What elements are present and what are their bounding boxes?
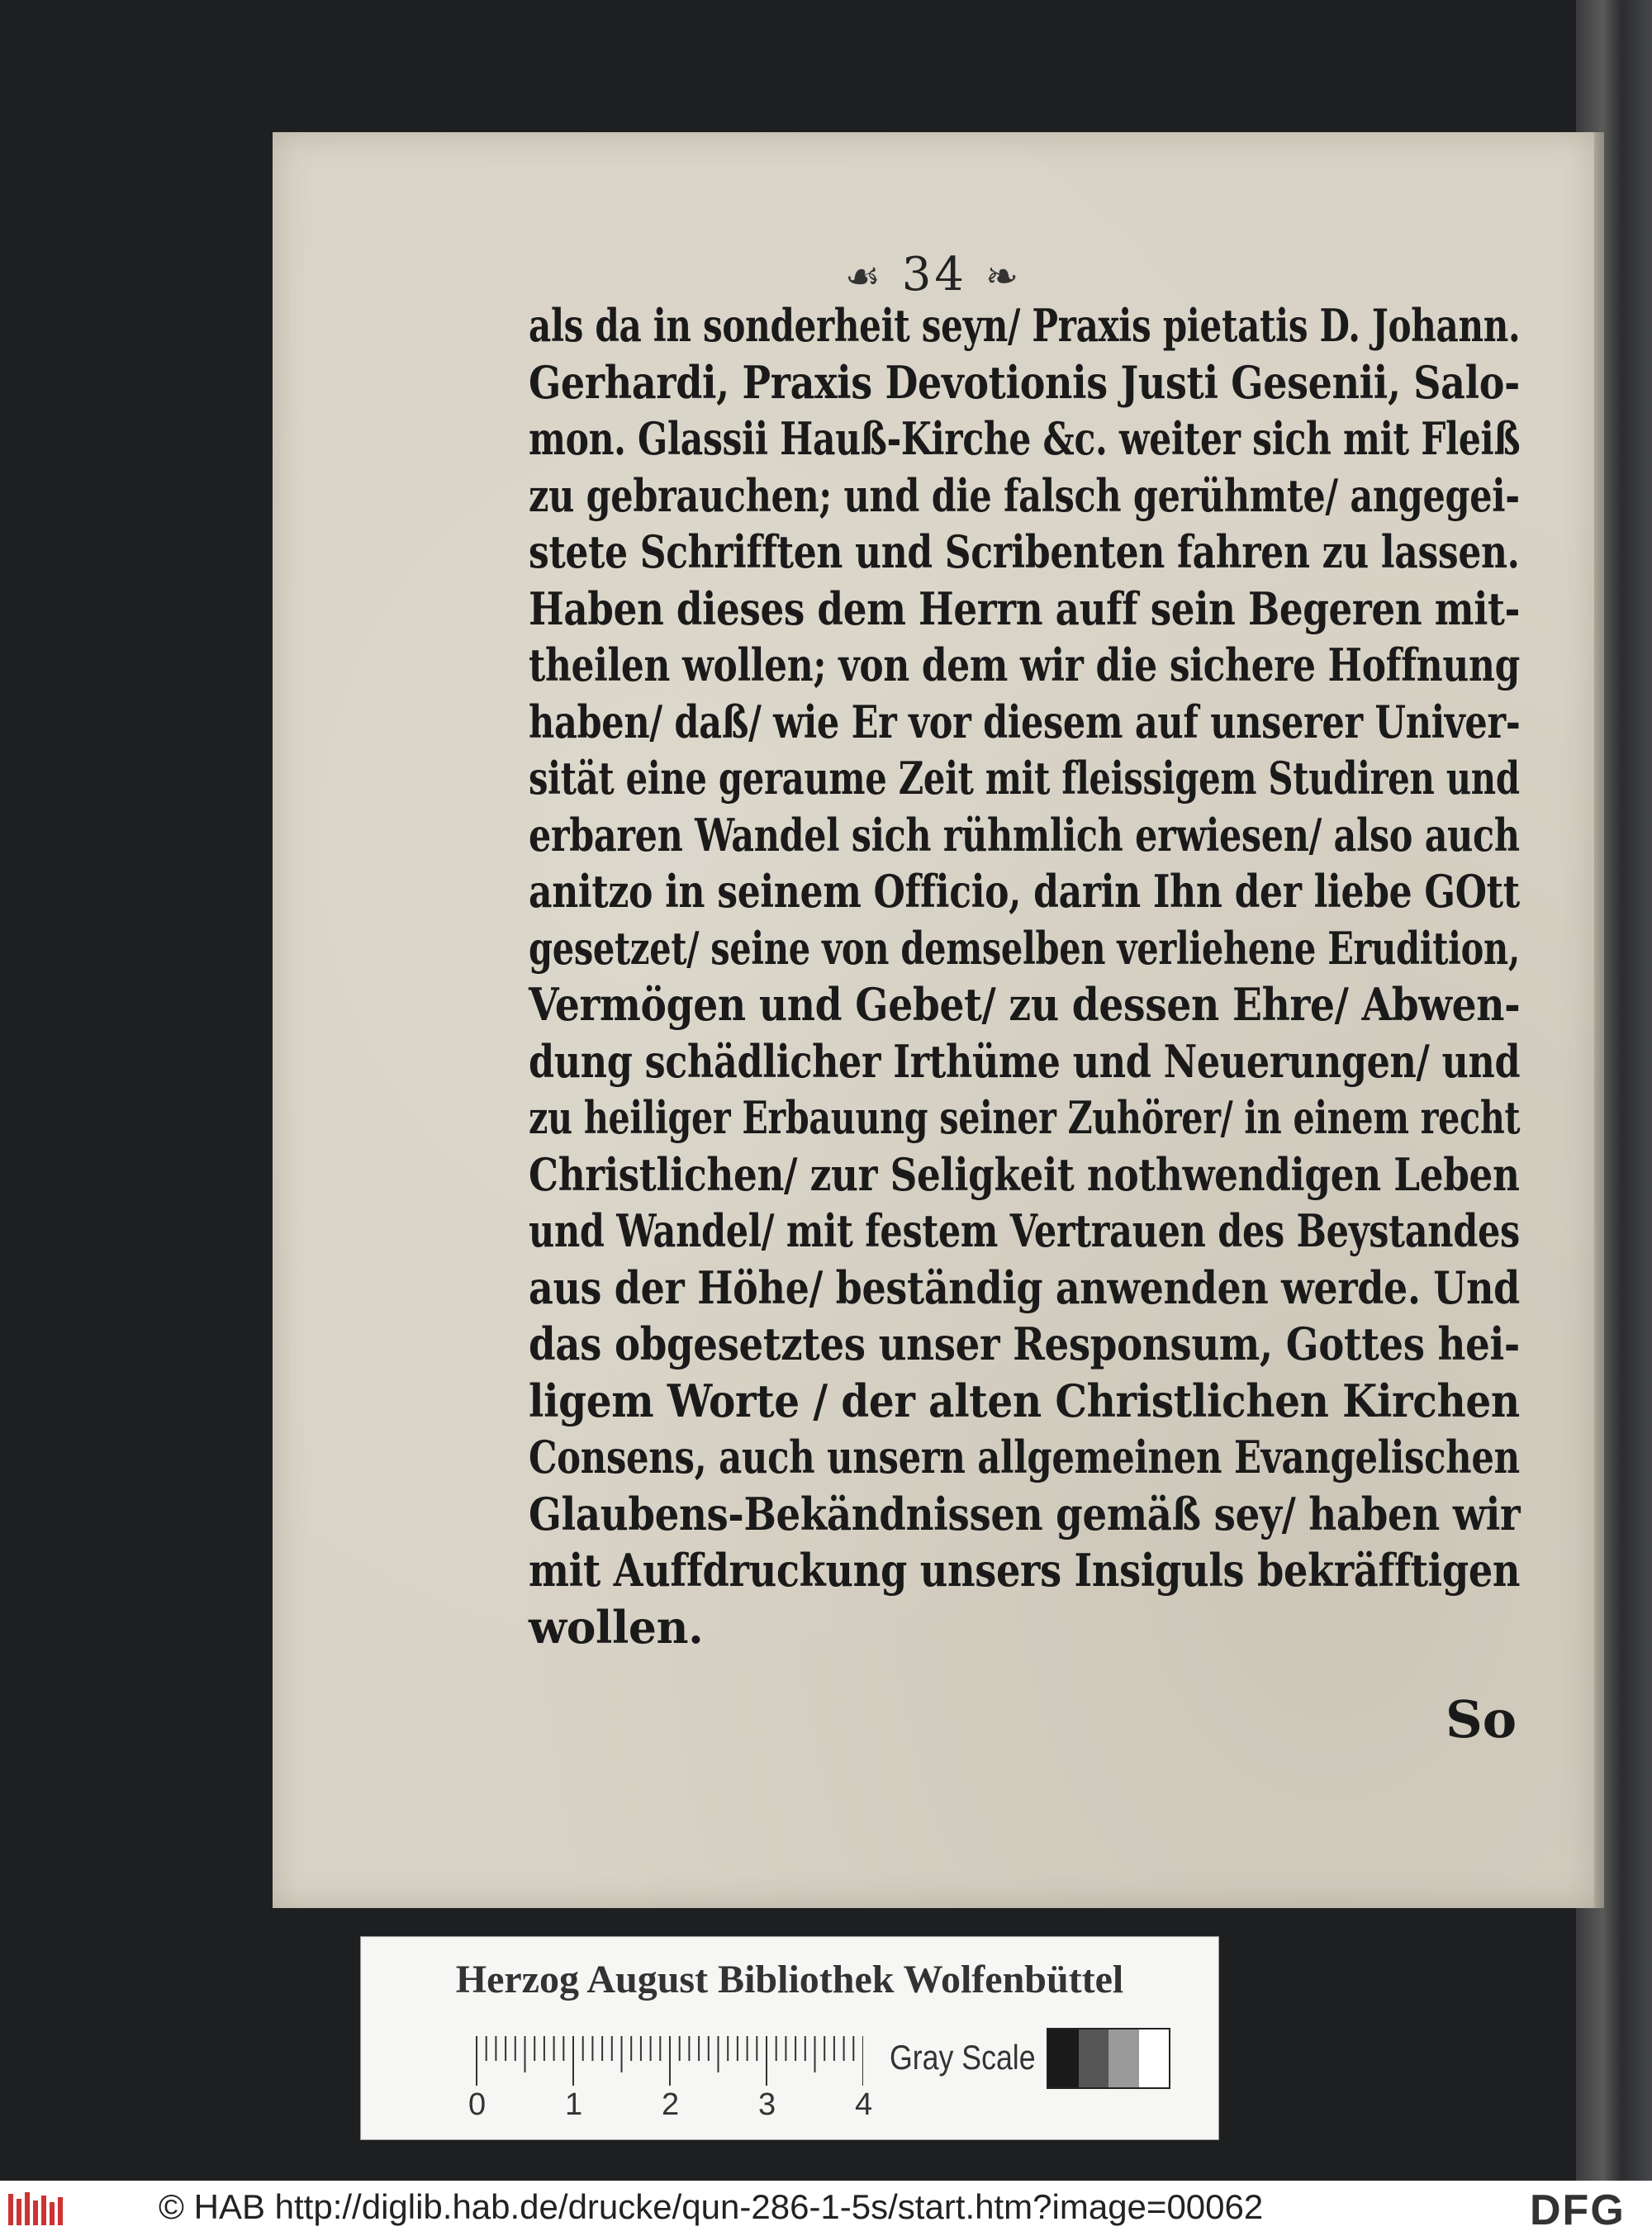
text-line: ligem Worte / der alten Christlichen Kirchen xyxy=(529,1374,1520,1427)
page-number: 34 xyxy=(901,248,968,301)
gray-swatch xyxy=(1108,2029,1139,2087)
gray-swatch xyxy=(1139,2029,1170,2087)
body-text xyxy=(529,297,1528,1655)
text-line: wollen. xyxy=(529,1600,704,1654)
text-line: zu gebrauchen; und die falsch gerühmte/ angegei- xyxy=(529,468,1520,522)
header-ornament-left-icon: ☙ xyxy=(844,254,884,300)
text-line: Consens, auch unsern allgemeinen Evangelischen xyxy=(529,1431,1520,1484)
dfg-logo: DFG xyxy=(1530,2186,1626,2234)
scale-ruler xyxy=(475,2036,863,2086)
gray-swatch xyxy=(1079,2029,1109,2087)
text-line: mon. Glassii Hauß-Kirche &c. weiter sich mit Fleiß xyxy=(529,412,1521,465)
text-line: das obgesetztes unser Responsum, Gottes hei- xyxy=(529,1317,1520,1370)
text-line: anitzo in seinem Officio, darin Ihn der liebe GOtt xyxy=(529,865,1520,918)
text-line: stete Schrifften und Scribenten fahren zu lassen. xyxy=(529,525,1520,578)
text-line: mit Auffdruckung unsers Insiguls bekräfftigen xyxy=(529,1544,1521,1597)
ruler-numbers xyxy=(468,2087,881,2129)
text-line: erbaren Wandel sich rühmlich erwiesen/ also auch xyxy=(529,808,1520,862)
text-line: sität eine geraume Zeit mit fleissigem Studiren und xyxy=(529,752,1520,805)
text-line: aus der Höhe/ beständig anwenden werde. Und xyxy=(529,1260,1520,1314)
text-line: theilen wollen; von dem wir die sichere Hoffnung xyxy=(529,639,1520,691)
library-color-card xyxy=(360,1936,1219,2140)
footer-link[interactable]: © HAB http://diglib.hab.de/drucke/qun-286-1-5s/start.htm?image=00062 xyxy=(159,2187,1264,2226)
text-line: Gerhardi, Praxis Devotionis Justi Gesenii, Salo- xyxy=(529,355,1520,409)
ruler-number: 1 xyxy=(565,2087,583,2122)
text-line: und Wandel/ mit festem Vertrauen des Beystandes xyxy=(529,1204,1520,1257)
gray-scale-swatches xyxy=(1047,2028,1170,2089)
text-line: dung schädlicher Irthüme und Neuerungen/ und xyxy=(529,1034,1521,1088)
text-line: gesetzet/ seine von demselben verliehene Erudition, xyxy=(529,921,1521,975)
gray-scale-label: Gray Scale xyxy=(890,2038,1036,2077)
catchword: So xyxy=(1446,1689,1517,1749)
text-line: Haben dieses dem Herrn auff sein Begeren mit- xyxy=(529,582,1520,635)
gray-swatch xyxy=(1048,2029,1079,2087)
library-name: Herzog August Bibliothek Wolfenbüttel xyxy=(455,1958,1124,2001)
ruler-number: 4 xyxy=(855,2087,873,2122)
text-line: Vermögen und Gebet/ zu dessen Ehre/ Abwen- xyxy=(529,978,1521,1031)
text-line: Glaubens-Bekändnissen gemäß sey/ haben wir xyxy=(529,1487,1521,1541)
header-ornament-right-icon: ❧ xyxy=(985,254,1023,300)
ruler-number: 0 xyxy=(468,2087,487,2122)
footer-bar xyxy=(0,2181,1652,2236)
text-line: zu heiliger Erbauung seiner Zuhörer/ in einem recht xyxy=(529,1091,1521,1144)
text-line: als da in sonderheit seyn/ Praxis pietatis D. Johann. xyxy=(529,299,1521,352)
hab-logo-icon xyxy=(7,2189,73,2229)
ruler-number: 3 xyxy=(758,2087,776,2122)
page-header xyxy=(273,248,1594,301)
text-line: haben/ daß/ wie Er vor diesem auf unserer Univer- xyxy=(529,695,1521,748)
text-line: Christlichen/ zur Seligkeit nothwendigen Leben xyxy=(529,1147,1520,1201)
ruler-number: 2 xyxy=(662,2087,680,2122)
